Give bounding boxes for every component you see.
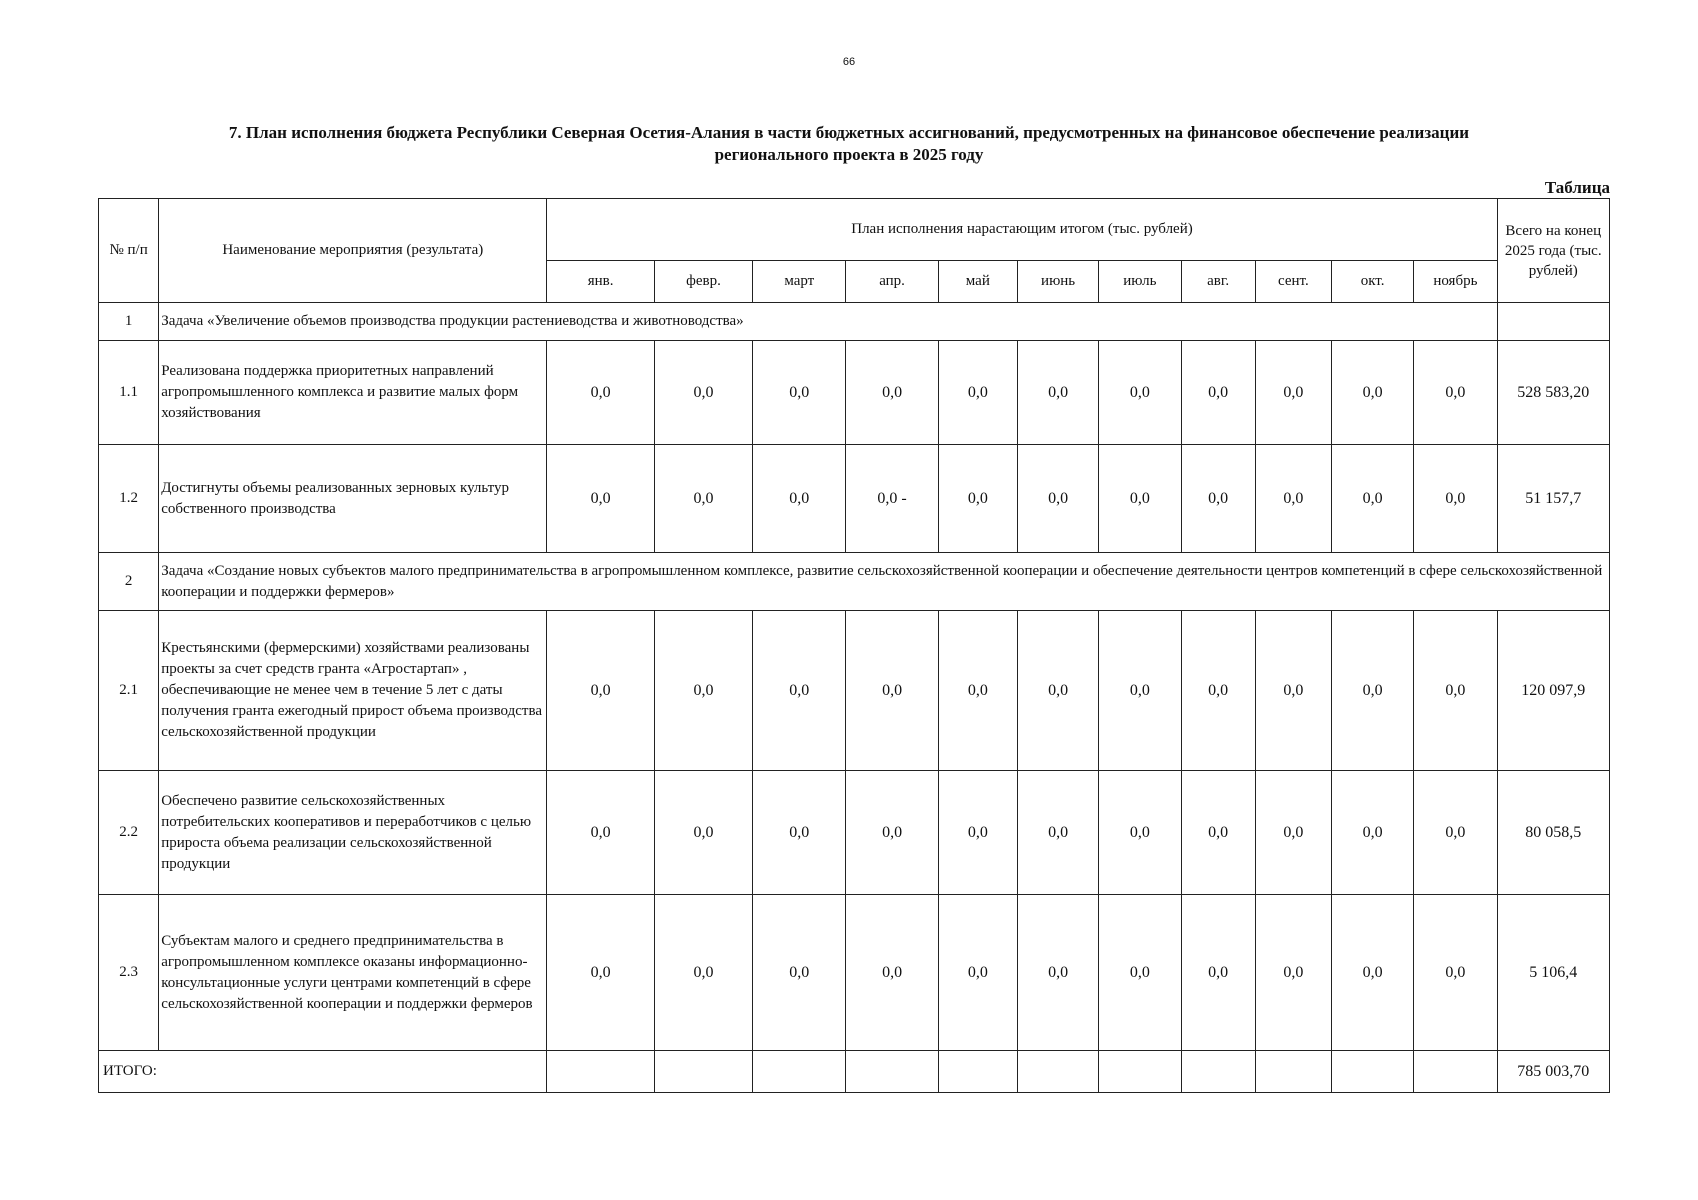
month-value: 0,0 <box>1099 341 1181 445</box>
month-value: 0,0 <box>1017 771 1098 895</box>
header-month: февр. <box>654 261 752 303</box>
table-caption: Таблица <box>1544 178 1610 197</box>
month-value: 0,0 <box>1255 341 1331 445</box>
header-month: окт. <box>1331 261 1413 303</box>
empty-cell <box>1099 1051 1181 1093</box>
page-number: 66 <box>842 56 856 68</box>
month-value: 0,0 <box>753 771 846 895</box>
header-name: Наименование мероприятия (результата) <box>159 199 547 303</box>
row-number: 2.1 <box>99 611 159 771</box>
month-value: 0,0 <box>1414 611 1497 771</box>
document-title-line-1: 7. План исполнения бюджета Республики Северная Осетия-Алания в части бюджетных ассигнований, предусмотренных на финансовое обеспечение реализации <box>228 123 1470 142</box>
month-value: 0,0 <box>547 771 654 895</box>
row-number: 2.2 <box>99 771 159 895</box>
month-value: 0,0 <box>547 611 654 771</box>
month-value: 0,0 <box>1414 341 1497 445</box>
empty-cell <box>846 1051 938 1093</box>
month-value: 0,0 <box>1181 445 1255 553</box>
month-value: 0,0 <box>1331 445 1413 553</box>
month-value: 0,0 <box>938 445 1017 553</box>
empty-cell <box>1331 1051 1413 1093</box>
month-value: 0,0 <box>938 611 1017 771</box>
month-value: 0,0 <box>1255 895 1331 1051</box>
row-number: 2.3 <box>99 895 159 1051</box>
header-row-1 <box>99 199 1610 261</box>
header-num: № п/п <box>99 199 159 303</box>
month-value: 0,0 <box>938 341 1017 445</box>
task-row <box>99 553 1610 611</box>
row-name: Достигнуты объемы реализованных зерновых культур собственного производства <box>159 445 547 553</box>
task-number: 1 <box>99 303 159 341</box>
month-value: 0,0 <box>938 895 1017 1051</box>
row-name: Обеспечено развитие сельскохозяйственных потребительских кооперативов и переработчиков с целью прироста объема реализации сельскохозяйственной продукции <box>159 771 547 895</box>
month-value: 0,0 <box>1255 771 1331 895</box>
document-title-line-2: регионального проекта в 2025 году <box>714 145 984 164</box>
month-value: 0,0 <box>1017 341 1098 445</box>
row-total: 80 058,5 <box>1497 771 1609 895</box>
month-value: 0,0 <box>1017 611 1098 771</box>
month-value: 0,0 <box>1099 445 1181 553</box>
task-number: 2 <box>99 553 159 611</box>
month-value: 0,0 <box>753 611 846 771</box>
header-month: июнь <box>1017 261 1098 303</box>
month-value: 0,0 <box>1331 895 1413 1051</box>
row-number: 1.2 <box>99 445 159 553</box>
task-text: Задача «Увеличение объемов производства продукции растениеводства и животноводства» <box>159 303 1497 341</box>
month-value: 0,0 <box>1099 611 1181 771</box>
header-month: авг. <box>1181 261 1255 303</box>
header-month: июль <box>1099 261 1181 303</box>
month-value: 0,0 <box>654 445 752 553</box>
empty-cell <box>1255 1051 1331 1093</box>
month-value: 0,0 <box>654 895 752 1051</box>
month-value: 0,0 <box>1255 445 1331 553</box>
table-row <box>99 771 1610 895</box>
month-value: 0,0 <box>1181 895 1255 1051</box>
month-value: 0,0 <box>1331 611 1413 771</box>
month-value: 0,0 <box>1414 445 1497 553</box>
empty-cell <box>1017 1051 1098 1093</box>
month-value: 0,0 <box>938 771 1017 895</box>
empty-cell <box>938 1051 1017 1093</box>
empty-cell <box>753 1051 846 1093</box>
row-name: Крестьянскими (фермерскими) хозяйствами реализованы проекты за счет средств гранта «Агростартап» , обеспечивающие не менее чем в течение 5 лет с даты получения гранта ежегодный прирост объема производства сельскохозяйственной продукции <box>159 611 547 771</box>
month-value: 0,0 <box>753 895 846 1051</box>
month-value: 0,0 <box>1181 341 1255 445</box>
header-plan: План исполнения нарастающим итогом (тыс. рублей) <box>547 199 1497 261</box>
month-value: 0,0 <box>846 771 938 895</box>
empty-cell <box>654 1051 752 1093</box>
row-number: 1.1 <box>99 341 159 445</box>
month-value: 0,0 <box>846 895 938 1051</box>
empty-cell <box>547 1051 654 1093</box>
task-row <box>99 303 1610 341</box>
row-name: Реализована поддержка приоритетных направлений агропромышленного комплекса и развитие малых форм хозяйствования <box>159 341 547 445</box>
month-value: 0,0 <box>1017 895 1098 1051</box>
header-month: ноябрь <box>1414 261 1497 303</box>
header-month: май <box>938 261 1017 303</box>
row-total: 120 097,9 <box>1497 611 1609 771</box>
table-row <box>99 895 1610 1051</box>
table-row <box>99 341 1610 445</box>
month-value: 0,0 <box>753 341 846 445</box>
month-value: 0,0 <box>1099 771 1181 895</box>
empty-cell <box>1414 1051 1497 1093</box>
grand-total: 785 003,70 <box>1497 1051 1609 1093</box>
month-value: 0,0 <box>654 611 752 771</box>
month-value: 0,0 <box>547 445 654 553</box>
month-value: 0,0 <box>1331 341 1413 445</box>
month-value: 0,0 <box>1414 771 1497 895</box>
month-value: 0,0 <box>1181 771 1255 895</box>
month-value: 0,0 <box>547 895 654 1051</box>
month-value: 0,0 <box>1099 895 1181 1051</box>
empty-cell <box>1181 1051 1255 1093</box>
header-total: Всего на конец 2025 года (тыс. рублей) <box>1497 199 1609 303</box>
row-total: 5 106,4 <box>1497 895 1609 1051</box>
month-value: 0,0 <box>654 341 752 445</box>
header-month: янв. <box>547 261 654 303</box>
document-title <box>100 122 1598 166</box>
total-label: ИТОГО: <box>99 1051 547 1093</box>
header-month: март <box>753 261 846 303</box>
month-value: 0,0 <box>654 771 752 895</box>
month-value: 0,0 <box>846 611 938 771</box>
table-row <box>99 445 1610 553</box>
empty-cell <box>1497 303 1609 341</box>
month-value: 0,0 <box>1017 445 1098 553</box>
table-row <box>99 611 1610 771</box>
header-month: сент. <box>1255 261 1331 303</box>
month-value: 0,0 <box>1181 611 1255 771</box>
budget-plan-table <box>98 198 1610 1093</box>
month-value: 0,0 - <box>846 445 938 553</box>
month-value: 0,0 <box>753 445 846 553</box>
header-month: апр. <box>846 261 938 303</box>
task-text: Задача «Создание новых субъектов малого предпринимательства в агропромышленном комплексе, развитие сельскохозяйственной кооперации и обеспечение деятельности центров компетенций в сфере сельскохозяйственной кооперации и поддержки фермеров» <box>159 553 1610 611</box>
month-value: 0,0 <box>846 341 938 445</box>
row-name: Субъектам малого и среднего предпринимательства в агропромышленном комплексе оказаны информационно-консультационные услуги центрами компетенций в сфере сельскохозяйственной кооперации и поддержки фермеров <box>159 895 547 1051</box>
month-value: 0,0 <box>1255 611 1331 771</box>
month-value: 0,0 <box>1331 771 1413 895</box>
row-total: 528 583,20 <box>1497 341 1609 445</box>
row-total: 51 157,7 <box>1497 445 1609 553</box>
month-value: 0,0 <box>1414 895 1497 1051</box>
month-value: 0,0 <box>547 341 654 445</box>
total-row <box>99 1051 1610 1093</box>
